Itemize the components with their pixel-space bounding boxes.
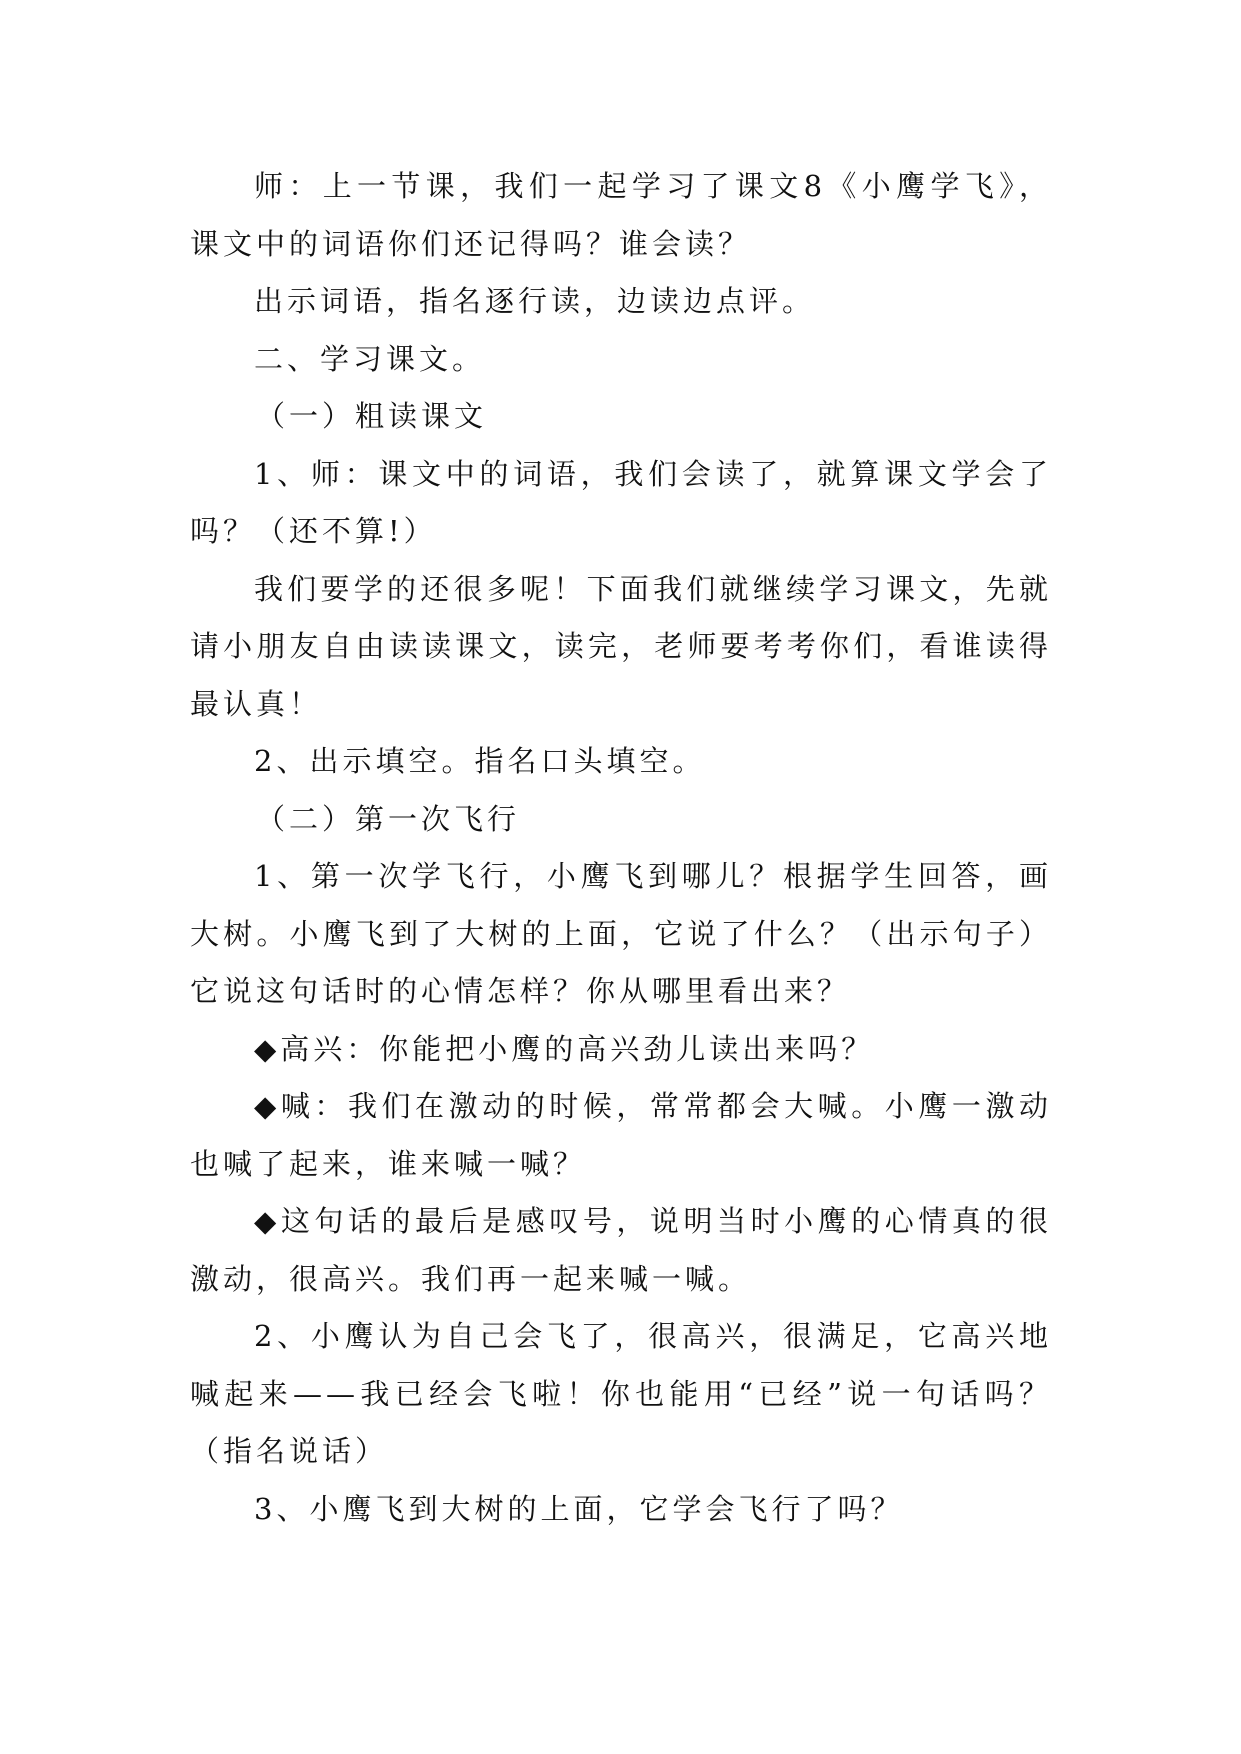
heading-learn-text: 二、学习课文。: [254, 341, 486, 376]
document-body: [190, 158, 1052, 1538]
paragraph-item-1: 1、师：课文中的词语，我们会读了，就算课文学会了吗？（还不算!）: [190, 456, 1052, 548]
subheading-first-flight: （二）第一次飞行: [256, 801, 521, 836]
bullet-exclamation: ◆这句话的最后是感叹号，说明当时小鹰的心情真的很激动，很高兴。我们再一起来喊一喊。: [190, 1204, 1052, 1296]
paragraph-first-flight: 1、第一次学飞行，小鹰飞到哪儿？根据学生回答，画大树。小鹰飞到了大树的上面，它说了什么？（出示句子）它说这句话时的心情怎样？你从哪里看出来？: [190, 859, 1052, 1008]
subheading-rough-read: （一）粗读课文: [256, 399, 488, 433]
paragraph-item-3: 3、小鹰飞到大树的上面，它学会飞行了吗？: [254, 1491, 904, 1526]
paragraph-show-words: 出示词语，指名逐行读，边读边点评。: [254, 284, 816, 318]
bullet-happy: ◆高兴：你能把小鹰的高兴劲儿读出来吗？: [254, 1031, 875, 1066]
bullet-shout: ◆喊：我们在激动的时候，常常都会大喊。小鹰一激动也喊了起来，谁来喊一喊？: [190, 1089, 1052, 1181]
paragraph-already: 2、小鹰认为自己会飞了，很高兴，很满足，它高兴地喊起来——我已经会飞啦！你也能用“已经”说一句话吗？（指名说话）: [190, 1319, 1052, 1468]
paragraph-teacher-intro: 师：上一节课，我们一起学习了课文8《小鹰学飞》，课文中的词语你们还记得吗？谁会读？: [190, 169, 1052, 261]
paragraph-continue-reading: 我们要学的还很多呢！下面我们就继续学习课文，先就请小朋友自由读读课文，读完，老师要考考你们，看谁读得最认真！: [190, 571, 1052, 721]
paragraph-item-2: 2、出示填空。指名口头填空。: [254, 744, 706, 778]
